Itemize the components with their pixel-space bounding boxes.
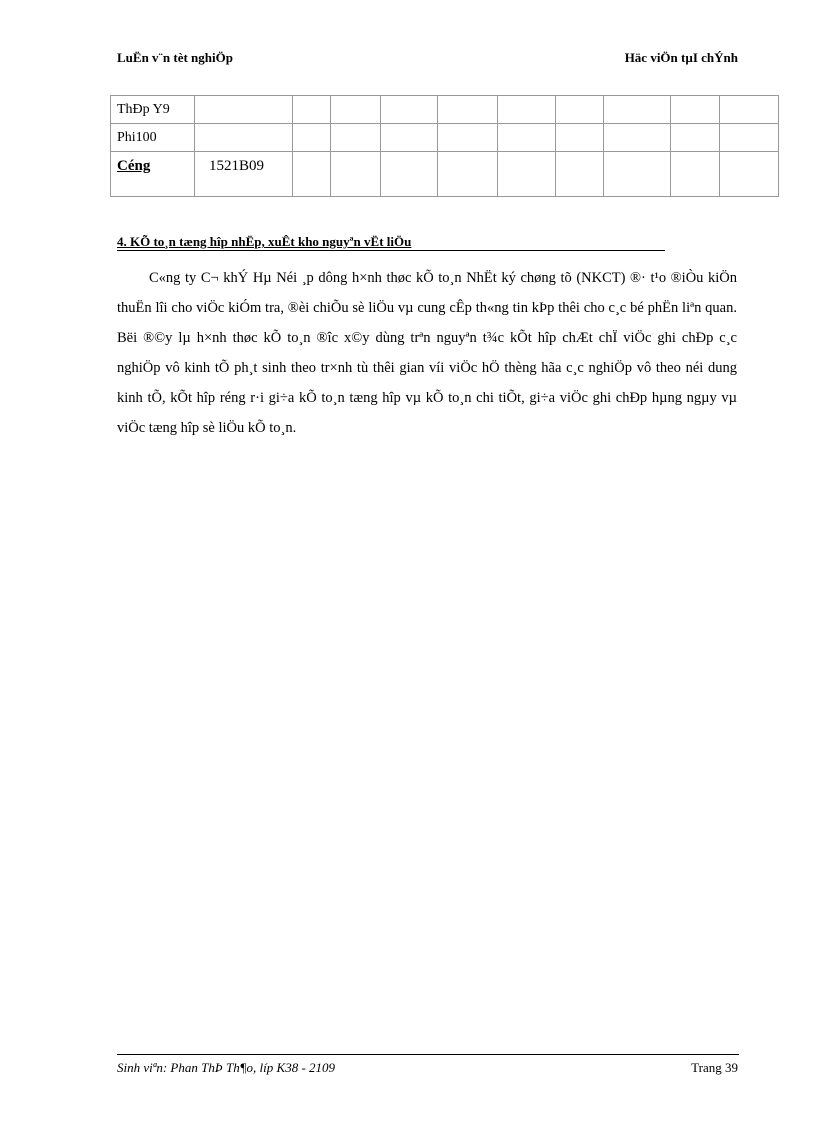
total-label: Céng [117,158,151,174]
row-label: ThÐp Y9 [111,96,195,124]
table-row [111,96,779,124]
footer-rule [117,1054,739,1055]
row-code [195,96,293,124]
materials-table [110,95,779,197]
page-number: Trang 39 [691,1060,738,1075]
row-label: Phi100 [111,124,195,152]
total-code: 1521B09 [195,152,293,197]
running-header-right: Häc viÖn tµI chÝnh [624,50,738,65]
row-code [195,124,293,152]
table-total-row [111,152,779,197]
section-heading: 4. KÕ to¸n tæng hîp nhËp, xuÊt kho nguyªn vËt liÖu [117,234,665,251]
table-row [111,124,779,152]
running-header-left: LuËn v¨n tèt nghiÖp [117,50,233,65]
footer-author: Sinh viªn: Phan ThÞ Th¶o, líp K38 - 2109 [117,1060,336,1075]
body-paragraph: C«ng ty C¬ khÝ Hµ Néi ¸p dông h×nh thøc kÕ to¸n NhËt ký chøng tõ (NKCT) ®· t¹o ®iÒu kiÖn thuËn lîi cho viÖc kiÓm tra, ®èi chiÕu sè liÖu vµ cung cÊp th«ng tin kÞp thêi cho c¸c bé phËn liªn quan. Bëi ®©y lµ h×nh thøc kÕ to¸n ®îc x©y dùng trªn nguyªn t¾c kÕt hîp chÆt chÏ viÖc ghi chÐp c¸c nghiÖp vô kinh tÕ ph¸t sinh theo tr×nh tù thêi gian víi viÖc hÖ thèng hãa c¸c nghiÖp vô theo néi dung kinh tÕ, kÕt hîp réng r·i gi÷a kÕ to¸n tæng hîp vµ kÕ to¸n chi tiÕt, gi÷a viÖc ghi chÐp hµng ngµy vµ viÖc tæng hîp sè liÖu kÕ to¸n. [117,270,737,436]
